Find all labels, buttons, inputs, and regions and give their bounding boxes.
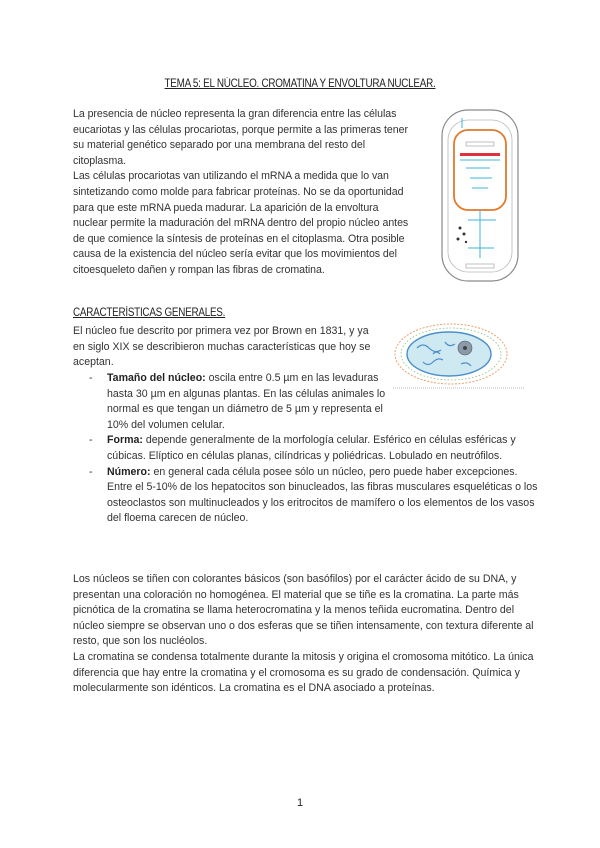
- bullet-term: Forma:: [107, 434, 143, 447]
- list-item-number: [73, 465, 543, 527]
- chromatin-text: [73, 572, 543, 697]
- bullet-term: Tamaño del núcleo:: [107, 372, 206, 384]
- label-box-bottom: [466, 264, 494, 268]
- label-box-top: [466, 142, 494, 146]
- intro-paragraph-2: Las células procariotas van utilizando el mRNA a medida que lo van sintetizando como molde para fabricar proteínas. No se da oportunidad para que este mRNA pueda madurar. La aparición de la envoltura nuclear permite la maduración del mRNA dentro del propio núcleo antes de que comience la síntesis de proteínas en el citoplasma. Otra posible causa de la existencia del núcleo sería evitar que los movimientos del citoesqueleto dañen y rompan las fibras de cromatina.: [73, 170, 409, 276]
- section-heading: CARACTERÍSTICAS GENERALES.: [73, 307, 226, 319]
- page-title: TEMA 5: EL NÚCLEO. CROMATINA Y ENVOLTURA NUCLEAR.: [164, 78, 436, 90]
- section-intro-paragraph: El núcleo fue descrito por primera vez por Brown en 1831, y ya en siglo XIX se describieron muchas características que hoy se aceptan.: [73, 325, 371, 369]
- page-number: 1: [296, 797, 304, 809]
- chromatin-paragraph-2: La cromatina se condensa totalmente durante la mitosis y origina el cromosoma mitótico. La única diferencia que hay entre la cromatina y el cromosoma es su grado de condensación. Química y molecularmente son idénticos. La cromatina es el DNA asociado a proteínas.: [73, 650, 534, 695]
- nucleolus-center: [463, 346, 467, 350]
- nucleus-body: [407, 332, 491, 376]
- bullet-dash: -: [89, 434, 93, 447]
- list-item-shape: [73, 433, 543, 464]
- bullet-dash: -: [89, 372, 93, 384]
- bullet-dash: -: [89, 465, 93, 478]
- characteristics-list: [73, 371, 543, 527]
- dna-band: [460, 153, 500, 156]
- bullet-term: Número:: [107, 465, 151, 478]
- cell-transcription-diagram: [440, 108, 520, 283]
- intro-paragraph-1: La presencia de núcleo representa la gran diferencia entre las células eucariotas y las células procariotas, porque permite a las primeras tener su material genético separado por una membrana del resto del citoplasma.: [73, 108, 408, 167]
- bullet-text: oscila entre 0.5 µm en las levaduras hasta 30 µm en algunas plantas. En las células animales lo normal es que tengan un diámetro de 5 µm y representa el 10% del volumen celular.: [107, 372, 386, 431]
- bullet-text: depende generalmente de la morfología celular. Esférico en células esféricas y cúbicas. Elíptico en células planas, cilíndricas y poliédricas. Lobulado en neutrófilos.: [107, 434, 516, 462]
- ribosomes: [457, 227, 468, 244]
- list-item-size: [73, 371, 397, 433]
- intro-text: [73, 107, 413, 279]
- chromatin-paragraph-1: Los núcleos se tiñen con colorantes básicos (son basófilos) por el carácter ácido de su DNA, y presentan una coloración no homogénea. El material que se tiñe es la cromatina. La parte más picnótica de la cromatina se llama heterocromatina y la menos teñida eucromatina. Dentro del núcleo siempre se observan uno o dos esferas que se tiñen intensamente, con textura diferente al resto, que son los nucléolos.: [73, 573, 534, 648]
- section-intro: [73, 324, 373, 371]
- bullet-text: en general cada célula posee sólo un núcleo, pero puede haber excepciones. Entre el 5-10% de los hepatocitos son binucleados, las fibras musculares esqueléticas o los osteoclastos son multinucleados y los eritrocitos de mamífero o los elementos de los vasos del floema carecen de núcleo.: [107, 465, 538, 525]
